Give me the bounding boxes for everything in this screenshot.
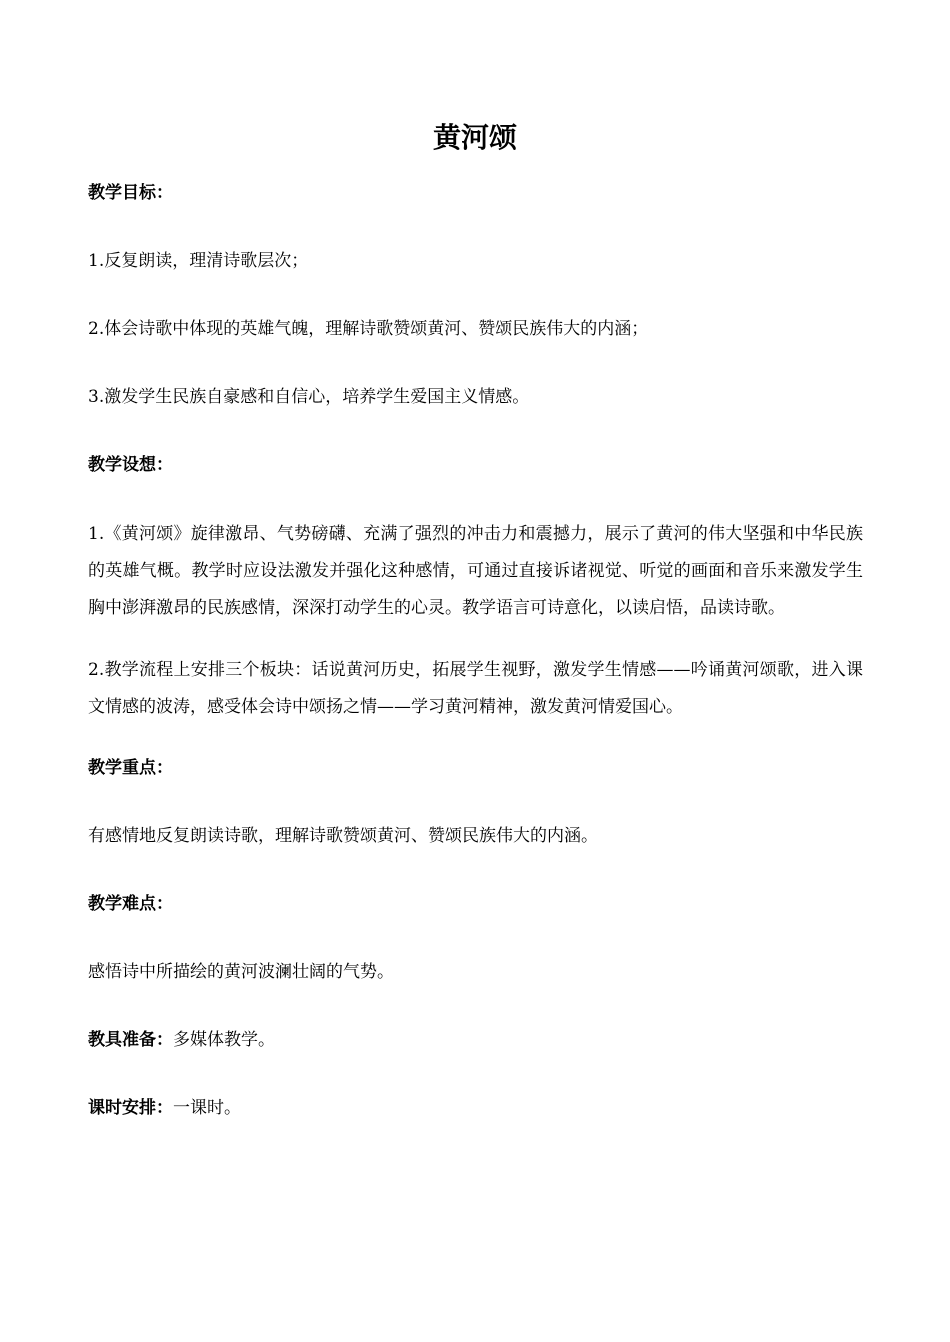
objective-item-3: 3.激发学生民族自豪感和自信心，培养学生爱国主义情感。 [88, 387, 530, 407]
tools-text: 多媒体教学。 [173, 1030, 275, 1050]
objectives-heading: 教学目标： [88, 183, 173, 203]
objective-item-2: 2.体会诗歌中体现的英雄气魄，理解诗歌赞颂黄河、赞颂民族伟大的内涵； [88, 319, 649, 339]
schedule-text: 一课时。 [173, 1098, 241, 1118]
schedule-label: 课时安排： [88, 1098, 173, 1118]
design-item-1: 1.《黄河颂》旋律激昂、气势磅礴、充满了强烈的冲击力和震撼力，展示了黄河的伟大坚强和中华民族的英雄气概。教学时应设法激发并强化这种感情，可通过直接诉诸视觉、听觉的画面和音乐来激发学生胸中澎湃激昂的民族感情，深深打动学生的心灵。教学语言可诗意化，以读启悟，品读诗歌。 [88, 524, 863, 618]
tools-label: 教具准备： [88, 1030, 173, 1050]
design-heading: 教学设想： [88, 455, 173, 475]
document-body [88, 176, 863, 1125]
difficulties-heading: 教学难点： [88, 894, 173, 914]
difficulties-text: 感悟诗中所描绘的黄河波澜壮阔的气势。 [88, 962, 394, 982]
page-title: 黄河颂 [432, 121, 517, 154]
key-points-text: 有感情地反复朗读诗歌，理解诗歌赞颂黄河、赞颂民族伟大的内涵。 [88, 826, 598, 846]
schedule-line [88, 1091, 863, 1125]
objective-item-1: 1.反复朗读，理清诗歌层次； [88, 251, 309, 271]
key-points-heading: 教学重点： [88, 758, 173, 778]
tools-line [88, 1023, 863, 1057]
design-item-2: 2.教学流程上安排三个板块：话说黄河历史，拓展学生视野，激发学生情感——吟诵黄河颂歌，进入课文情感的波涛，感受体会诗中颂扬之情——学习黄河精神，激发黄河情爱国心。 [88, 660, 863, 717]
